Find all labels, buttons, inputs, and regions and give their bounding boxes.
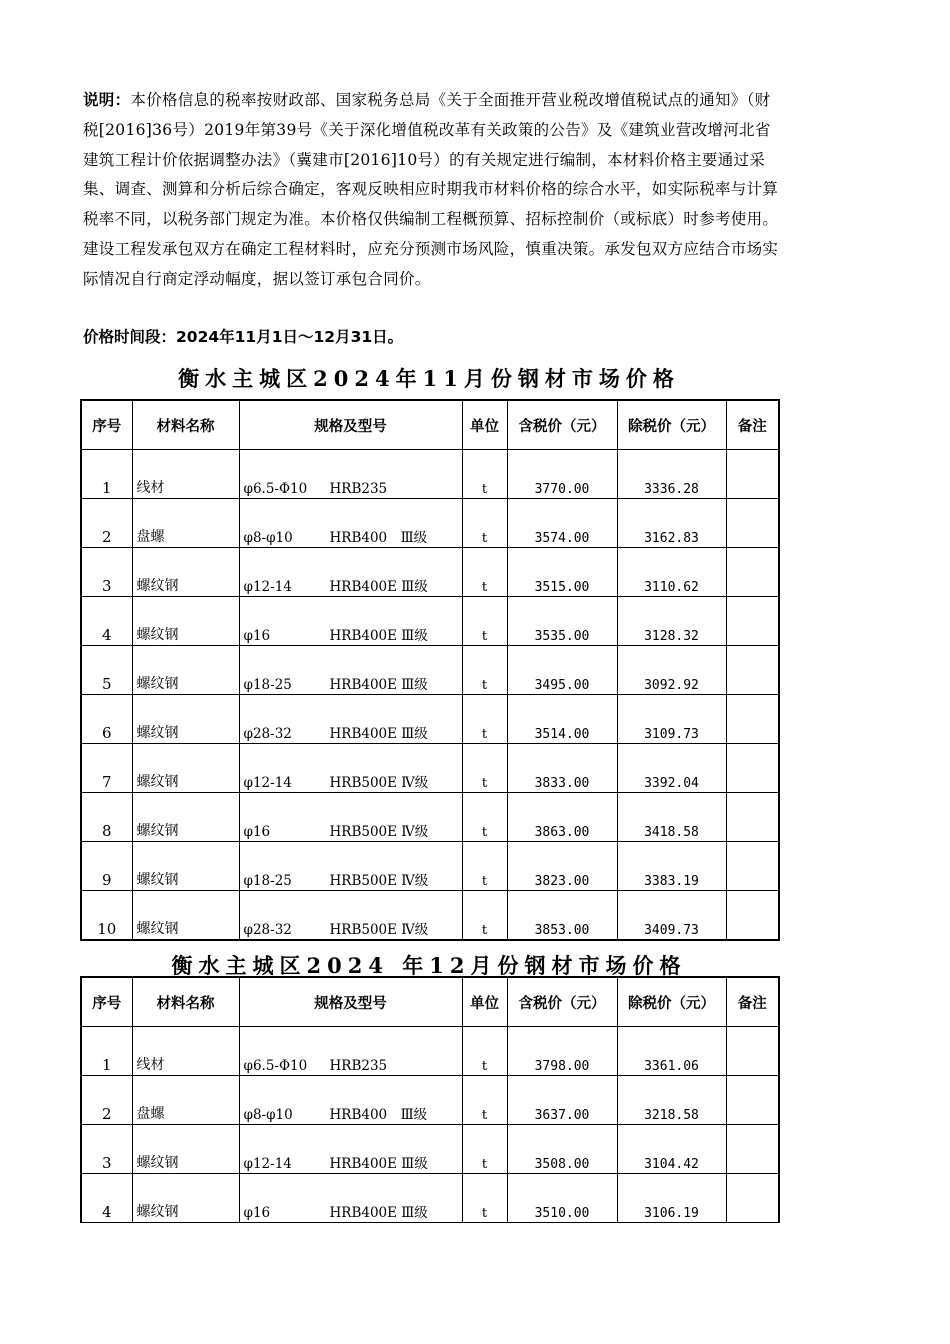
header-spec: 规格及型号 [239, 977, 462, 1027]
cell-spec-grade: HRB400 Ⅲ级 [329, 1107, 428, 1123]
cell-remark [726, 1174, 779, 1223]
table-row [81, 793, 779, 842]
cell-unit: t [462, 1027, 507, 1076]
cell-unit: t [462, 793, 507, 842]
cell-spec [239, 1174, 462, 1223]
cell-price-notax: 3392.04 [617, 744, 726, 793]
cell-price-tax: 3798.00 [507, 1027, 617, 1076]
header-no: 序号 [81, 977, 132, 1027]
cell-no: 7 [81, 744, 132, 793]
description-paragraph [83, 86, 783, 295]
price-table-november [80, 399, 780, 941]
header-unit: 单位 [462, 977, 507, 1027]
cell-no: 2 [81, 499, 132, 548]
description-label: 说明： [83, 91, 131, 109]
cell-spec-grade: HRB400E Ⅲ级 [329, 677, 428, 693]
cell-remark [726, 450, 779, 499]
cell-no: 1 [81, 450, 132, 499]
cell-no: 9 [81, 842, 132, 891]
cell-unit: t [462, 548, 507, 597]
cell-spec [239, 499, 462, 548]
table-row [81, 597, 779, 646]
cell-spec-diameter: φ12-14 [243, 1156, 292, 1172]
table-row [81, 1174, 779, 1223]
cell-no: 1 [81, 1027, 132, 1076]
cell-price-notax: 3409.73 [617, 891, 726, 941]
cell-price-notax: 3109.73 [617, 695, 726, 744]
cell-spec-grade: HRB400E Ⅲ级 [329, 628, 428, 644]
cell-spec-grade: HRB400E Ⅲ级 [329, 726, 428, 742]
cell-spec-diameter: φ18-25 [243, 873, 292, 889]
cell-price-tax: 3508.00 [507, 1125, 617, 1174]
cell-spec [239, 891, 462, 941]
cell-price-notax: 3128.32 [617, 597, 726, 646]
cell-spec-diameter: φ12-14 [243, 775, 292, 791]
header-remark: 备注 [726, 977, 779, 1027]
cell-unit: t [462, 646, 507, 695]
cell-name: 螺纹钢 [132, 695, 239, 744]
cell-unit: t [462, 842, 507, 891]
table-title-november: 衡水主城区2024年11月份钢材市场价格 [178, 366, 680, 391]
cell-price-notax: 3092.92 [617, 646, 726, 695]
header-remark: 备注 [726, 400, 779, 450]
cell-name: 螺纹钢 [132, 1174, 239, 1223]
table-body-december [81, 1027, 779, 1223]
cell-remark [726, 646, 779, 695]
description-text: 本价格信息的税率按财政部、国家税务总局《关于全面推开营业税改增值税试点的通知》（财税[2016]36号）2019年第39号《关于深化增值税改革有关政策的公告》及《建筑业营改增河北省建筑工程计价依据调整办法》（冀建市[2016]10号）的有关规定进行编制，本材料价格主要通过采集、调查、测算和分析后综合确定，客观反映相应时期我市材料价格的综合水平，如实际税率与计算税率不同，以税务部门规定为准。本价格仅供编制工程概预算、招标控制价（或标底）时参考使用。建设工程发承包双方在确定工程材料时，应充分预测市场风险，慎重决策。承发包双方应结合市场实际情况自行商定浮动幅度，据以签订承包合同价。 [83, 91, 779, 288]
header-price-notax: 除税价（元） [617, 977, 726, 1027]
table-row [81, 646, 779, 695]
cell-spec [239, 793, 462, 842]
price-period: 价格时间段：2024年11月1日～12月31日。 [83, 328, 404, 346]
header-unit: 单位 [462, 400, 507, 450]
header-spec: 规格及型号 [239, 400, 462, 450]
cell-name: 螺纹钢 [132, 793, 239, 842]
cell-price-tax: 3574.00 [507, 499, 617, 548]
cell-unit: t [462, 597, 507, 646]
cell-spec [239, 744, 462, 793]
cell-price-tax: 3515.00 [507, 548, 617, 597]
cell-price-tax: 3863.00 [507, 793, 617, 842]
cell-spec-grade: HRB400E Ⅲ级 [329, 579, 428, 595]
table-row [81, 1076, 779, 1125]
cell-spec [239, 1076, 462, 1125]
cell-unit: t [462, 450, 507, 499]
header-price-tax: 含税价（元） [507, 400, 617, 450]
header-price-notax: 除税价（元） [617, 400, 726, 450]
cell-spec-grade: HRB400 Ⅲ级 [329, 530, 428, 546]
header-name: 材料名称 [132, 977, 239, 1027]
cell-spec-diameter: φ8-φ10 [243, 530, 293, 546]
table-row [81, 548, 779, 597]
table-header-row [81, 400, 779, 450]
table-body-november [81, 450, 779, 941]
cell-price-tax: 3853.00 [507, 891, 617, 941]
cell-spec-grade: HRB400E Ⅲ级 [329, 1205, 428, 1221]
cell-name: 螺纹钢 [132, 597, 239, 646]
cell-spec [239, 597, 462, 646]
cell-unit: t [462, 891, 507, 941]
cell-spec-diameter: φ28-32 [243, 922, 292, 938]
cell-price-notax: 3383.19 [617, 842, 726, 891]
cell-spec-diameter: φ16 [243, 1205, 271, 1221]
cell-unit: t [462, 1125, 507, 1174]
cell-no: 4 [81, 597, 132, 646]
cell-no: 5 [81, 646, 132, 695]
cell-price-tax: 3833.00 [507, 744, 617, 793]
cell-price-notax: 3162.83 [617, 499, 726, 548]
cell-spec [239, 842, 462, 891]
table-row [81, 1125, 779, 1174]
cell-spec [239, 695, 462, 744]
cell-no: 3 [81, 1125, 132, 1174]
cell-unit: t [462, 1076, 507, 1125]
cell-spec [239, 1027, 462, 1076]
table-row [81, 842, 779, 891]
cell-spec-grade: HRB500E Ⅳ级 [329, 922, 429, 938]
table-row [81, 744, 779, 793]
cell-price-tax: 3535.00 [507, 597, 617, 646]
cell-price-notax: 3218.58 [617, 1076, 726, 1125]
cell-name: 盘螺 [132, 1076, 239, 1125]
cell-spec-grade: HRB235 [329, 481, 388, 497]
cell-price-tax: 3823.00 [507, 842, 617, 891]
cell-spec-diameter: φ8-φ10 [243, 1107, 293, 1123]
cell-spec-diameter: φ16 [243, 824, 271, 840]
cell-spec-grade: HRB500E Ⅳ级 [329, 873, 429, 889]
cell-spec-grade: HRB500E Ⅳ级 [329, 775, 429, 791]
cell-price-notax: 3336.28 [617, 450, 726, 499]
cell-spec-grade: HRB400E Ⅲ级 [329, 1156, 428, 1172]
table-row [81, 450, 779, 499]
cell-spec-diameter: φ16 [243, 628, 271, 644]
cell-remark [726, 891, 779, 941]
cell-no: 10 [81, 891, 132, 941]
table-title-december: 衡水主城区2024 年12月份钢材市场价格 [171, 953, 687, 978]
price-table-december [80, 976, 780, 1223]
cell-name: 螺纹钢 [132, 1125, 239, 1174]
table-header-row [81, 977, 779, 1027]
table-row [81, 499, 779, 548]
cell-name: 螺纹钢 [132, 548, 239, 597]
cell-name: 螺纹钢 [132, 744, 239, 793]
cell-spec-diameter: φ6.5-Φ10 [243, 481, 308, 497]
cell-name: 线材 [132, 1027, 239, 1076]
cell-unit: t [462, 744, 507, 793]
cell-price-tax: 3495.00 [507, 646, 617, 695]
cell-remark [726, 1027, 779, 1076]
cell-price-notax: 3106.19 [617, 1174, 726, 1223]
cell-no: 3 [81, 548, 132, 597]
cell-price-tax: 3637.00 [507, 1076, 617, 1125]
cell-price-notax: 3418.58 [617, 793, 726, 842]
cell-remark [726, 1076, 779, 1125]
cell-spec-grade: HRB235 [329, 1058, 388, 1074]
cell-spec [239, 646, 462, 695]
cell-remark [726, 548, 779, 597]
cell-spec-grade: HRB500E Ⅳ级 [329, 824, 429, 840]
header-no: 序号 [81, 400, 132, 450]
cell-price-notax: 3110.62 [617, 548, 726, 597]
cell-spec-diameter: φ12-14 [243, 579, 292, 595]
header-price-tax: 含税价（元） [507, 977, 617, 1027]
cell-remark [726, 842, 779, 891]
cell-no: 6 [81, 695, 132, 744]
cell-no: 8 [81, 793, 132, 842]
cell-spec-diameter: φ28-32 [243, 726, 292, 742]
table-row [81, 891, 779, 941]
cell-unit: t [462, 695, 507, 744]
cell-spec-diameter: φ6.5-Φ10 [243, 1058, 308, 1074]
cell-no: 4 [81, 1174, 132, 1223]
table-row [81, 1027, 779, 1076]
cell-spec [239, 450, 462, 499]
cell-remark [726, 695, 779, 744]
cell-name: 螺纹钢 [132, 842, 239, 891]
cell-remark [726, 499, 779, 548]
cell-unit: t [462, 499, 507, 548]
cell-name: 螺纹钢 [132, 646, 239, 695]
cell-no: 2 [81, 1076, 132, 1125]
cell-unit: t [462, 1174, 507, 1223]
cell-remark [726, 597, 779, 646]
cell-price-tax: 3514.00 [507, 695, 617, 744]
cell-name: 线材 [132, 450, 239, 499]
cell-name: 盘螺 [132, 499, 239, 548]
cell-price-tax: 3770.00 [507, 450, 617, 499]
cell-spec-diameter: φ18-25 [243, 677, 292, 693]
cell-remark [726, 1125, 779, 1174]
table-row [81, 695, 779, 744]
cell-price-notax: 3361.06 [617, 1027, 726, 1076]
cell-remark [726, 744, 779, 793]
cell-spec [239, 548, 462, 597]
cell-spec [239, 1125, 462, 1174]
cell-name: 螺纹钢 [132, 891, 239, 941]
cell-price-tax: 3510.00 [507, 1174, 617, 1223]
cell-remark [726, 793, 779, 842]
cell-price-notax: 3104.42 [617, 1125, 726, 1174]
header-name: 材料名称 [132, 400, 239, 450]
